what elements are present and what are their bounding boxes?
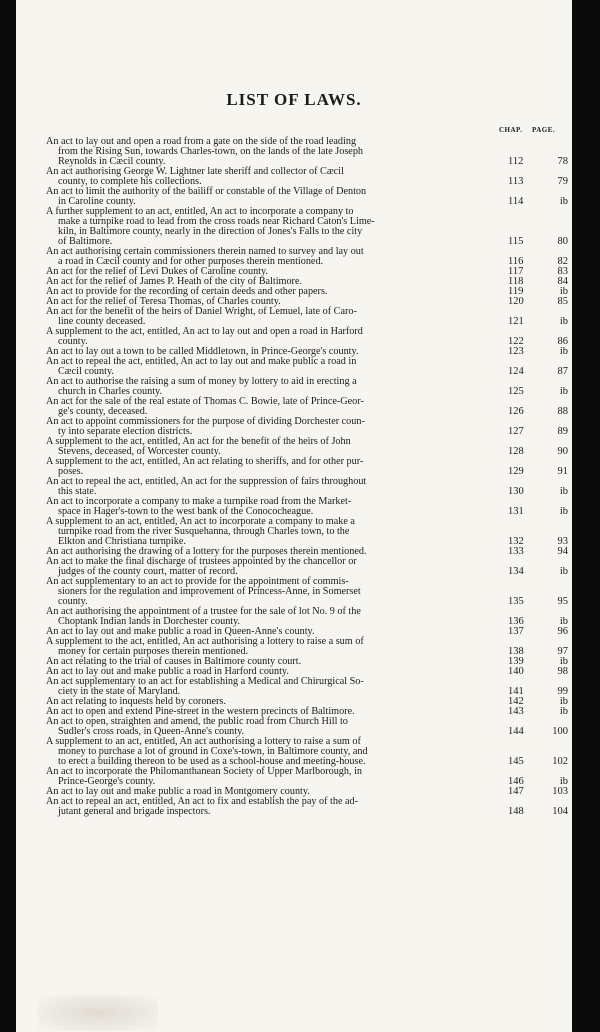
law-list bbox=[46, 137, 568, 817]
page-number: ib bbox=[559, 486, 568, 497]
law-title-line: county. bbox=[58, 336, 88, 347]
law-entry bbox=[46, 207, 568, 247]
page-number: 97 bbox=[557, 646, 568, 657]
page-number: 94 bbox=[557, 546, 568, 557]
law-entry bbox=[46, 517, 568, 547]
law-title-line: church in Charles county. bbox=[58, 386, 163, 397]
chapter-number: 118 bbox=[508, 276, 524, 287]
chapter-number: 135 bbox=[508, 596, 524, 607]
law-title-line: ciety in the state of Maryland. bbox=[58, 686, 181, 697]
law-title-line: An act for the benefit of the heirs of Daniel Wright, of Lemuel, late of Caro- bbox=[46, 306, 357, 317]
chapter-number: 130 bbox=[508, 486, 524, 497]
chapter-number: 128 bbox=[508, 446, 524, 457]
law-title-line: An act to repeal an act, entitled, An act to fix and establish the pay of the ad- bbox=[46, 796, 359, 807]
chapter-number: 145 bbox=[508, 756, 524, 767]
page-number: 82 bbox=[557, 256, 568, 267]
law-title-line: An act for the sale of the real estate of Thomas C. Bowie, late of Prince-Geor- bbox=[46, 396, 364, 407]
chapter-number: 127 bbox=[508, 426, 524, 437]
law-title bbox=[46, 767, 506, 787]
law-title bbox=[46, 247, 506, 267]
chapter-number: 122 bbox=[508, 336, 524, 347]
law-title-line: An act supplementary to an act to provide for the appointment of commis- bbox=[46, 576, 349, 587]
law-title-line: An act authorising the appointment of a trustee for the sale of lot No. 9 of the bbox=[46, 606, 361, 617]
law-title-line: A supplement to an act, entitled, An act to incorporate a company to make a bbox=[46, 516, 355, 527]
law-title-line: of Baltimore. bbox=[58, 236, 113, 247]
page-number: 93 bbox=[557, 536, 568, 547]
page-number: 88 bbox=[557, 406, 568, 417]
law-title-line: Choptank Indian lands in Dorchester county. bbox=[58, 616, 241, 627]
law-title-line: An act to repeal the act, entitled, An act for the suppression of fairs throughout bbox=[46, 476, 367, 487]
law-entry bbox=[46, 737, 568, 767]
law-title-line: line county deceased. bbox=[58, 316, 146, 327]
law-entry bbox=[46, 557, 568, 577]
law-title-line: An act relating to the trial of causes in Baltimore county court. bbox=[46, 656, 302, 667]
law-title-line: to erect a building thereon to be used as a school-house and meeting-house. bbox=[58, 756, 366, 767]
law-title bbox=[46, 557, 506, 577]
law-title-line: An act to incorporate the Philomanthanean Society of Upper Marlborough, in bbox=[46, 766, 363, 777]
law-title-line: A supplement to the act, entitled, An act to lay out and open a road in Harford bbox=[46, 326, 363, 337]
law-title-line: this state. bbox=[58, 486, 97, 497]
chapter-number: 142 bbox=[508, 696, 524, 707]
law-title-line: An act to lay out and make public a road in Queen-Anne's county. bbox=[46, 626, 315, 637]
chapter-number: 117 bbox=[508, 266, 524, 277]
law-title bbox=[46, 357, 506, 377]
page-number: 80 bbox=[557, 236, 568, 247]
law-entry bbox=[46, 137, 568, 167]
law-title-line: Prince-George's county. bbox=[58, 776, 156, 787]
law-title-line: kiln, in Baltimore county, nearly in the direction of Jones's Falls to the city bbox=[58, 226, 363, 237]
law-title bbox=[46, 677, 506, 697]
law-title-line: jutant general and brigade inspectors. bbox=[58, 806, 211, 817]
law-title bbox=[46, 497, 506, 517]
law-entry bbox=[46, 497, 568, 517]
law-title bbox=[46, 517, 506, 547]
law-title bbox=[46, 577, 506, 607]
law-entry bbox=[46, 437, 568, 457]
law-entry bbox=[46, 797, 568, 817]
law-title-line: An act to provide for the recording of certain deeds and other papers. bbox=[46, 286, 328, 297]
chapter-number: 133 bbox=[508, 546, 524, 557]
law-entry bbox=[46, 377, 568, 397]
page-number: 100 bbox=[552, 726, 568, 737]
law-title-line: An act to incorporate a company to make a turnpike road from the Market- bbox=[46, 496, 352, 507]
page-number: ib bbox=[559, 316, 568, 327]
law-title-line: An act supplementary to an act for establishing a Medical and Chirurgical So- bbox=[46, 676, 364, 687]
chapter-number: 132 bbox=[508, 536, 524, 547]
page-number: 87 bbox=[557, 366, 568, 377]
law-title-line: Sudler's cross roads, in Queen-Anne's county. bbox=[58, 726, 245, 737]
chapter-number: 140 bbox=[508, 666, 524, 677]
law-title-line: Stevens, deceased, of Worcester county. bbox=[58, 446, 221, 457]
page-number: ib bbox=[559, 196, 568, 207]
chapter-number: 129 bbox=[508, 466, 524, 477]
chapter-number: 136 bbox=[508, 616, 524, 627]
page-number: 83 bbox=[557, 266, 568, 277]
law-title bbox=[46, 637, 506, 657]
law-title-line: A supplement to the act, entitled, An act for the benefit of the heirs of John bbox=[46, 436, 351, 447]
law-title-line: A supplement to the act, entitled, An act relating to sheriffs, and for other pur- bbox=[46, 456, 364, 467]
page-number: 103 bbox=[552, 786, 568, 797]
law-title-line: An act to repeal the act, entitled, An act to lay out and make public a road in bbox=[46, 356, 357, 367]
chapter-number: 146 bbox=[508, 776, 524, 787]
law-title bbox=[46, 137, 506, 167]
page-number: 96 bbox=[557, 626, 568, 637]
page-number: 102 bbox=[552, 756, 568, 767]
chapter-number: 113 bbox=[508, 176, 524, 187]
law-title-line: An act to appoint commissioners for the purpose of dividing Dorchester coun- bbox=[46, 416, 365, 427]
chapter-number: 138 bbox=[508, 646, 524, 657]
law-title-line: An act authorising certain commissioners therein named to survey and lay out bbox=[46, 246, 364, 257]
page-number: 85 bbox=[557, 296, 568, 307]
law-entry bbox=[46, 357, 568, 377]
law-entry bbox=[46, 637, 568, 657]
page-number: ib bbox=[559, 616, 568, 627]
page-number: ib bbox=[559, 706, 568, 717]
law-title-line: make a turnpike road to lead from the cross roads near Richard Caton's Lime- bbox=[58, 216, 375, 227]
law-entry bbox=[46, 327, 568, 347]
page-number: ib bbox=[559, 696, 568, 707]
chapter-number: 144 bbox=[508, 726, 524, 737]
law-entry bbox=[46, 307, 568, 327]
law-title bbox=[46, 187, 506, 207]
law-title-line: An act to authorise the raising a sum of money by lottery to aid in erecting a bbox=[46, 376, 357, 387]
law-title-line: An act to make the final discharge of trustees appointed by the chancellor or bbox=[46, 556, 357, 567]
law-title-line: poses. bbox=[58, 466, 84, 477]
chapter-number: 141 bbox=[508, 686, 524, 697]
law-title-line: sioners for the regulation and improvement of Princess-Anne, in Somerset bbox=[58, 586, 361, 597]
law-entry bbox=[46, 187, 568, 207]
law-entry bbox=[46, 417, 568, 437]
law-title bbox=[46, 207, 506, 247]
page-number: ib bbox=[559, 566, 568, 577]
law-title-line: An act for the relief of James P. Heath of the city of Baltimore. bbox=[46, 276, 303, 287]
page-stain bbox=[38, 995, 158, 1031]
law-title-line: An act for the relief of Teresa Thomas, of Charles county. bbox=[46, 296, 281, 307]
law-title-line: An act authorising George W. Lightner late sheriff and collector of Cæcil bbox=[46, 166, 344, 177]
page-number: 78 bbox=[557, 156, 568, 167]
chapter-number: 120 bbox=[508, 296, 524, 307]
chap-column-header: CHAP. bbox=[499, 126, 523, 134]
law-title-line: A supplement to the act, entitled, An act authorising a lottery to raise a sum of bbox=[46, 636, 364, 647]
chapter-number: 125 bbox=[508, 386, 524, 397]
law-title-line: space in Hager's-town to the west bank of the Conococheague. bbox=[58, 506, 314, 517]
page-number: 104 bbox=[552, 806, 568, 817]
chapter-number: 126 bbox=[508, 406, 524, 417]
page-number: ib bbox=[559, 656, 568, 667]
law-title-line: A supplement to an act, entitled, An act authorising a lottery to raise a sum of bbox=[46, 736, 361, 747]
law-title-line: An act to lay out and open a road from a gate on the side of the road leading bbox=[46, 136, 357, 147]
law-title-line: An act to open and extend Pine-street in the western precincts of Baltimore. bbox=[46, 706, 355, 717]
chapter-number: 116 bbox=[508, 256, 524, 267]
chapter-number: 148 bbox=[508, 806, 524, 817]
law-title-line: in Caroline county. bbox=[58, 196, 136, 207]
law-entry bbox=[46, 457, 568, 477]
law-entry bbox=[46, 247, 568, 267]
chapter-number: 131 bbox=[508, 506, 524, 517]
chapter-number: 147 bbox=[508, 786, 524, 797]
law-title-line: county, to complete his collections. bbox=[58, 176, 202, 187]
page-number: 98 bbox=[557, 666, 568, 677]
chapter-number: 121 bbox=[508, 316, 524, 327]
law-title-line: An act to limit the authority of the bailiff or constable of the Village of Denton bbox=[46, 186, 367, 197]
chapter-number: 119 bbox=[508, 286, 524, 297]
law-title-line: A further supplement to an act, entitled, An act to incorporate a company to bbox=[46, 206, 354, 217]
law-title bbox=[46, 327, 506, 347]
page-number: ib bbox=[559, 506, 568, 517]
document-page bbox=[16, 0, 572, 1032]
law-title-line: a road in Cæcil county and for other purposes therein mentioned. bbox=[58, 256, 324, 267]
law-title-line: An act to lay out a town to be called Middletown, in Prince-George's county. bbox=[46, 346, 359, 357]
law-entry bbox=[46, 167, 568, 187]
law-title bbox=[46, 607, 506, 627]
page-number: 95 bbox=[557, 596, 568, 607]
page-number: 86 bbox=[557, 336, 568, 347]
law-title bbox=[46, 307, 506, 327]
law-title-line: judges of the county court, matter of record. bbox=[58, 566, 238, 577]
law-entry bbox=[46, 767, 568, 787]
page-title: LIST OF LAWS. bbox=[226, 90, 362, 109]
law-title-line: county. bbox=[58, 596, 88, 607]
law-entry bbox=[46, 717, 568, 737]
law-title-line: Cæcil county. bbox=[58, 366, 114, 377]
chapter-number: 137 bbox=[508, 626, 524, 637]
law-title bbox=[46, 437, 506, 457]
law-title-line: An act to open, straighten and amend, the public road from Church Hill to bbox=[46, 716, 348, 727]
law-title-line: ge's county, deceased. bbox=[58, 406, 148, 417]
law-entry bbox=[46, 677, 568, 697]
law-title-line: An act for the relief of Levi Dukes of Caroline county. bbox=[46, 266, 268, 277]
chapter-number: 114 bbox=[508, 196, 524, 207]
chapter-number: 134 bbox=[508, 566, 524, 577]
chapter-number: 143 bbox=[508, 706, 524, 717]
law-title-line: from the Rising Sun, towards Charles-town, on the lands of the late Joseph bbox=[58, 146, 364, 157]
chapter-number: 139 bbox=[508, 656, 524, 667]
law-title bbox=[46, 167, 506, 187]
law-title-line: Reynolds in Cæcil county. bbox=[58, 156, 166, 167]
law-title bbox=[46, 797, 506, 817]
page-number: 84 bbox=[557, 276, 568, 287]
chapter-number: 123 bbox=[508, 346, 524, 357]
law-title-line: An act to lay out and make public a road in Montgomery county. bbox=[46, 786, 310, 797]
chapter-number: 124 bbox=[508, 366, 524, 377]
page-number: ib bbox=[559, 386, 568, 397]
page-number: 90 bbox=[557, 446, 568, 457]
page-number: 91 bbox=[557, 466, 568, 477]
law-entry bbox=[46, 397, 568, 417]
law-title-line: An act authorising the drawing of a lottery for the purposes therein mentioned. bbox=[46, 546, 367, 557]
law-entry bbox=[46, 607, 568, 627]
law-title-line: money to purchase a lot of ground in Coxe's-town, in Baltimore county, and bbox=[58, 746, 368, 757]
law-title-line: Elkton and Christiana turnpike. bbox=[58, 536, 186, 547]
page-number: ib bbox=[559, 776, 568, 787]
law-title bbox=[46, 417, 506, 437]
chapter-number: 112 bbox=[508, 156, 524, 167]
law-title-line: An act relating to inquests held by coroners. bbox=[46, 696, 226, 707]
law-title-line: An act to lay out and make public a road in Harford county. bbox=[46, 666, 289, 677]
law-title bbox=[46, 717, 506, 737]
page-number: 89 bbox=[557, 426, 568, 437]
law-title-line: ty into separate election districts. bbox=[58, 426, 193, 437]
page-number: 79 bbox=[557, 176, 568, 187]
law-entry bbox=[46, 477, 568, 497]
chapter-number: 115 bbox=[508, 236, 524, 247]
page-number: ib bbox=[559, 286, 568, 297]
page-number: 99 bbox=[557, 686, 568, 697]
law-title bbox=[46, 397, 506, 417]
law-title bbox=[46, 457, 506, 477]
law-title bbox=[46, 477, 506, 497]
law-title bbox=[46, 737, 506, 767]
page-column-header: PAGE. bbox=[532, 126, 556, 134]
law-entry bbox=[46, 577, 568, 607]
page-number: ib bbox=[559, 346, 568, 357]
law-title-line: money for certain purposes therein mentioned. bbox=[58, 646, 249, 657]
law-title-line: turnpike road from the river Susquehanna, through Charles town, to the bbox=[58, 526, 350, 537]
law-title bbox=[46, 377, 506, 397]
